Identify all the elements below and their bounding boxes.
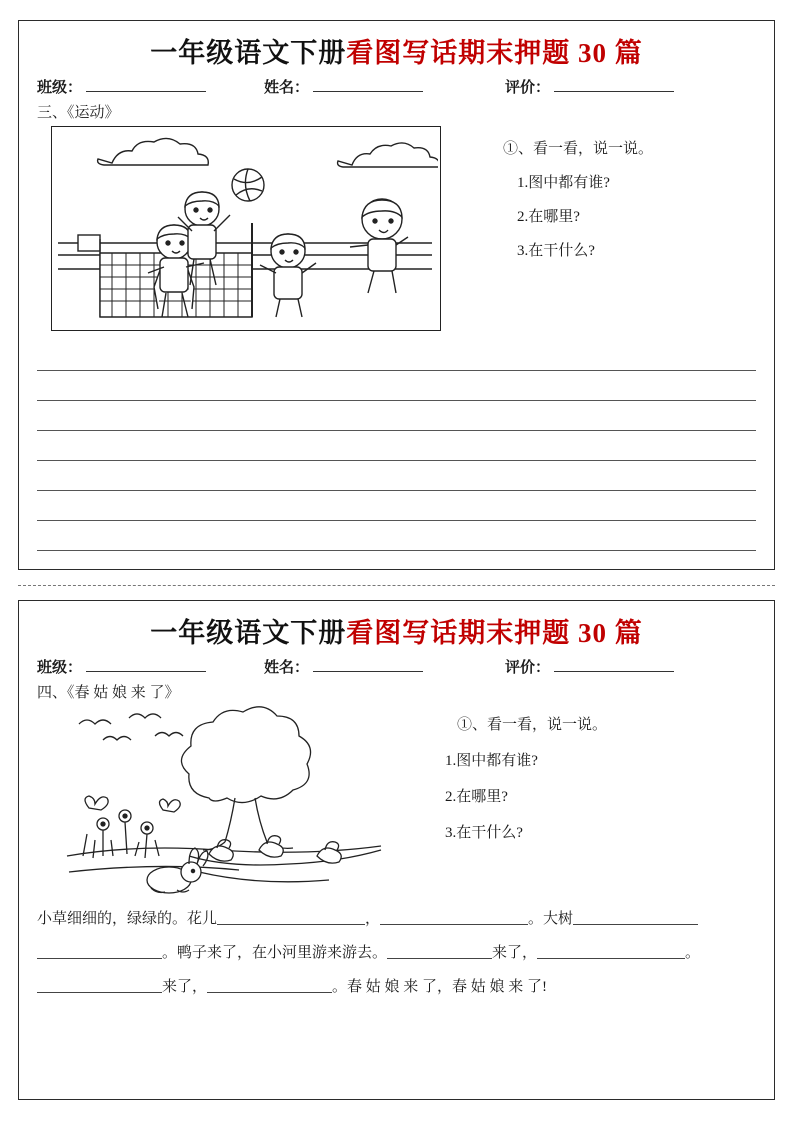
sentence-1-part-2: ， <box>365 911 381 927</box>
sentence-2-part-3: 来了， <box>492 945 538 961</box>
class-blank[interactable] <box>86 77 206 92</box>
name-field[interactable] <box>264 656 423 677</box>
sentence-blank[interactable] <box>380 909 528 925</box>
worksheet-page-1 <box>18 20 775 570</box>
class-label: 班级： <box>37 660 83 676</box>
writing-line[interactable] <box>37 431 756 461</box>
sentence-blank[interactable] <box>573 909 698 925</box>
eval-blank[interactable] <box>554 77 674 92</box>
sentence-1-part-1: 小草细细的，绿绿的。花儿 <box>37 911 218 927</box>
writing-line[interactable] <box>37 341 756 371</box>
page-1-questions <box>475 126 653 260</box>
writing-line[interactable] <box>37 491 756 521</box>
page-2-fill-in-sentences[interactable] <box>19 896 774 1004</box>
eval-field[interactable] <box>505 76 674 97</box>
writing-line[interactable] <box>37 401 756 431</box>
sentence-3-part-2: 来了， <box>162 979 208 995</box>
writing-line[interactable] <box>37 461 756 491</box>
page-2-title-black: 一年级语文下册 <box>150 618 347 648</box>
name-blank[interactable] <box>313 77 423 92</box>
eval-label: 评价： <box>505 660 551 676</box>
eval-blank[interactable] <box>554 657 674 672</box>
page-2-questions <box>423 706 607 842</box>
sentence-blank[interactable] <box>37 943 162 959</box>
eval-label: 评价： <box>505 80 551 96</box>
question-item-1: 1.图中都有谁? <box>517 175 610 191</box>
page-1-field-row <box>19 72 774 99</box>
sentence-blank[interactable] <box>217 909 365 925</box>
writing-line[interactable] <box>37 371 756 401</box>
sentence-2-part-4: 。 <box>685 945 701 961</box>
question-item-3: 3.在干什么? <box>517 243 595 259</box>
class-field[interactable] <box>37 656 206 677</box>
question-item-2: 2.在哪里? <box>517 209 580 225</box>
sentence-blank[interactable] <box>37 977 162 993</box>
class-field[interactable] <box>37 76 206 97</box>
name-field[interactable] <box>264 76 423 97</box>
question-item-2: 2.在哪里? <box>445 789 508 805</box>
spring-illustration-svg <box>59 706 389 896</box>
name-label: 姓名： <box>264 80 310 96</box>
page-1-body <box>19 124 774 331</box>
page-2-field-row <box>19 652 774 679</box>
page-1-writing-lines[interactable] <box>19 341 774 551</box>
question-heading: ①、看一看，说一说。 <box>503 141 654 157</box>
page-2-title-red: 看图写话期末押题 30 篇 <box>346 618 643 648</box>
volleyball-illustration-svg <box>52 127 438 328</box>
sentence-row-2 <box>37 936 756 970</box>
sentence-2-part-2: 。鸭子来了，在小河里游来游去。 <box>162 945 388 961</box>
eval-field[interactable] <box>505 656 674 677</box>
page-1-title-black: 一年级语文下册 <box>150 38 347 68</box>
class-label: 班级： <box>37 80 83 96</box>
sentence-blank[interactable] <box>387 943 492 959</box>
worksheet-page-2 <box>18 600 775 1100</box>
question-heading: ①、看一看，说一说。 <box>457 717 608 733</box>
sentence-3-part-3: 。春 姑 娘 来 了，春 姑 娘 来 了! <box>332 979 548 995</box>
page-1-title <box>19 21 774 72</box>
page-1-section-label: 三、《运动》 <box>37 105 120 121</box>
sentence-row-1 <box>37 902 756 936</box>
sentence-blank[interactable] <box>537 943 685 959</box>
sentence-row-3 <box>37 970 756 1004</box>
name-label: 姓名： <box>264 660 310 676</box>
question-item-1: 1.图中都有谁? <box>445 753 538 769</box>
question-item-3: 3.在干什么? <box>445 825 523 841</box>
page-2-body <box>19 704 774 896</box>
page-separator <box>18 585 775 586</box>
writing-line[interactable] <box>37 521 756 551</box>
page-1-title-red: 看图写话期末押题 30 篇 <box>346 38 643 68</box>
sentence-1-part-3: 。大树 <box>528 911 574 927</box>
page-2-title <box>19 601 774 652</box>
volleyball-illustration <box>51 126 441 331</box>
class-blank[interactable] <box>86 657 206 672</box>
sentence-blank[interactable] <box>207 977 332 993</box>
page-2-section-label: 四、《春 姑 娘 来 了》 <box>37 685 180 701</box>
name-blank[interactable] <box>313 657 423 672</box>
spring-illustration <box>59 706 389 896</box>
